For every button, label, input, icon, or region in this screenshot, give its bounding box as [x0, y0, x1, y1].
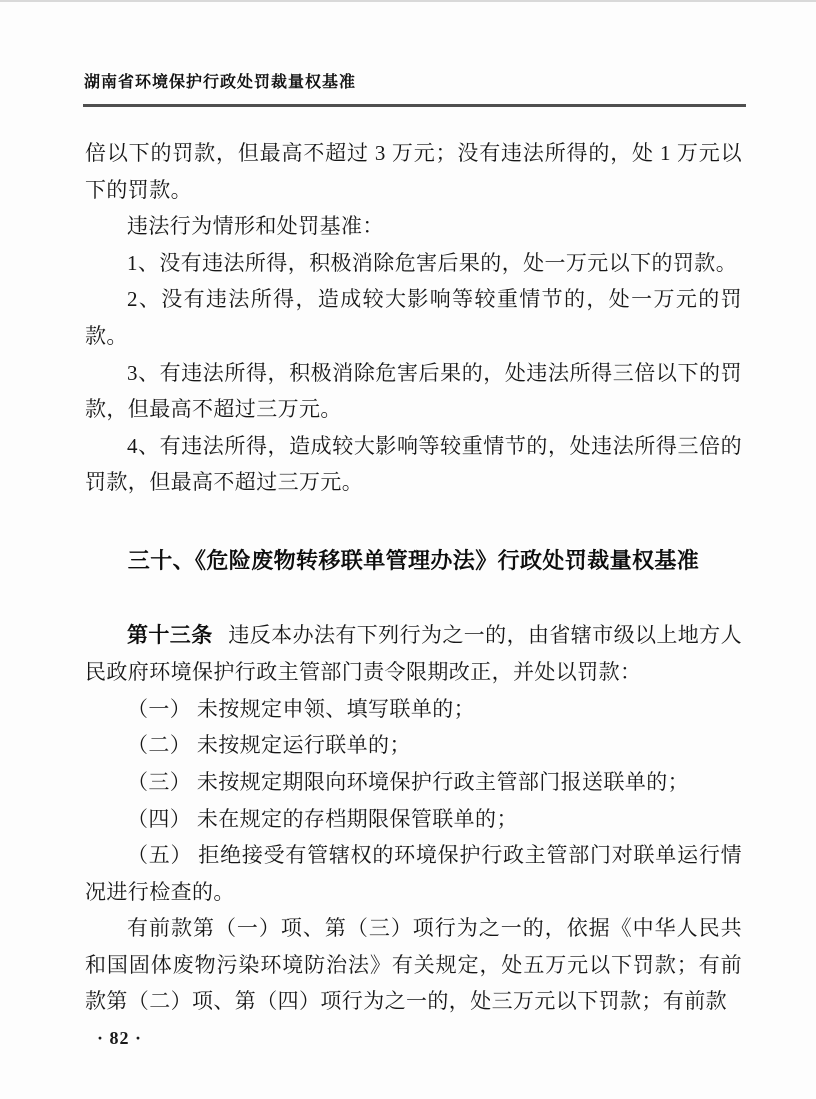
article-paragraph: [85, 617, 742, 691]
penalty-item-1: 1、没有违法所得，积极消除危害后果的，处一万元以下的罚款。: [127, 250, 738, 275]
page-header: [84, 72, 747, 94]
scan-edge-artifact: [0, 0, 816, 2]
closing-paragraph: 有前款第（一）项、第（三）项行为之一的，依据《中华人民共和国固体废物污染环境防治法》有关规定，处五万元以下罚款；有前款第（二）项、第（四）项行为之一的，处三万元以下罚款；有前款: [85, 916, 742, 1014]
clause-1: （一） 未按规定申领、填写联单的；: [127, 696, 476, 721]
document-body: [85, 135, 742, 1020]
continuation-paragraph: 倍以下的罚款，但最高不超过 3 万元；没有违法所得的，处 1 万元以下的罚款。: [85, 141, 742, 202]
page-header-title: 湖南省环境保护行政处罚裁量权基准: [84, 74, 357, 91]
penalty-item-2: 2、没有违法所得，造成较大影响等较重情节的，处一万元的罚款。: [85, 287, 742, 348]
clause-4: （四） 未在规定的存档期限保管联单的；: [127, 806, 518, 831]
article-text: 违反本办法有下列行为之一的，由省辖市级以上地方人民政府环境保护行政主管部门责令限期改正，并处以罚款：: [85, 622, 742, 685]
clause-5: （五） 拒绝接受有管辖权的环境保护行政主管部门对联单运行情况进行检查的。: [85, 843, 742, 904]
penalty-item-3: 3、有违法所得，积极消除危害后果的，处违法所得三倍以下的罚款，但最高不超过三万元。: [85, 360, 742, 422]
penalty-item-4: 4、有违法所得，造成较大影响等较重情节的，处违法所得三倍的罚款，但最高不超过三万元。: [85, 433, 742, 495]
clause-2: （二） 未按规定运行联单的；: [127, 733, 411, 758]
article-number-label: 第十三条: [127, 623, 213, 647]
clause-3: （三） 未按规定期限向环境保护行政主管部门报送联单的；: [127, 769, 690, 794]
page-footer: [97, 1028, 142, 1049]
basis-intro-paragraph: 违法行为情形和处罚基准：: [127, 214, 384, 239]
page-number: · 82 ·: [97, 1028, 143, 1048]
header-rule: [83, 104, 746, 107]
section-heading: 三十、《危险废物转移联单管理办法》行政处罚裁量权基准: [127, 547, 700, 573]
